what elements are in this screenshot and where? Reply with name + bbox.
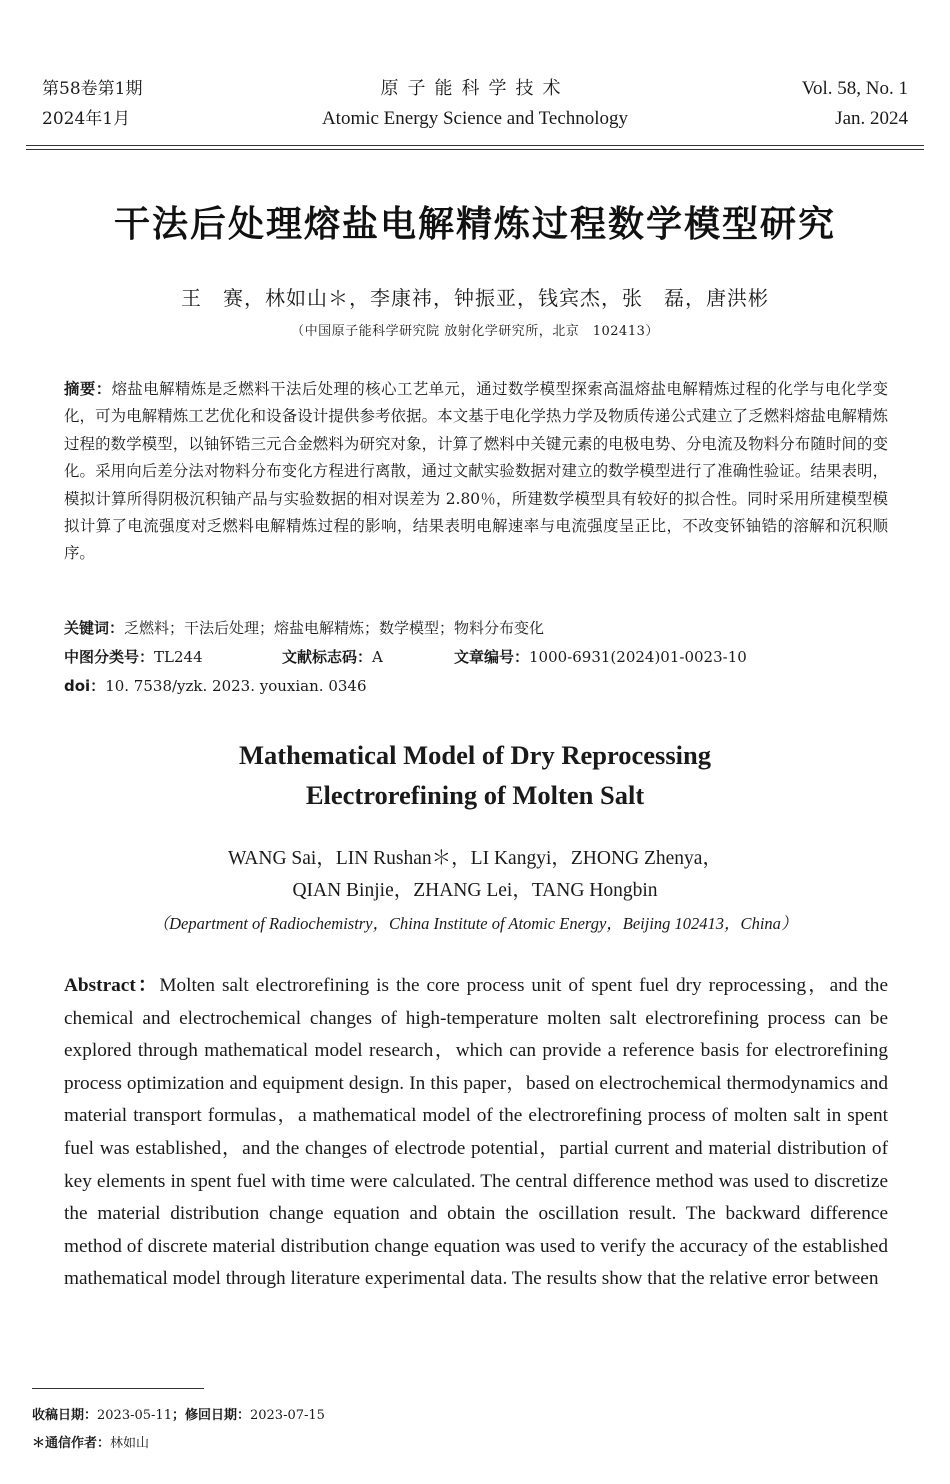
abstract-en-label: Abstract： [64, 975, 160, 996]
paper-title-en-line1: Mathematical Model of Dry Reprocessing [239, 740, 711, 770]
clc-value: TL244 [154, 648, 203, 666]
issue-info-en [802, 74, 908, 134]
footnote-dates [32, 1406, 325, 1426]
journal-name [42, 74, 908, 134]
corresponding-author: 林如山 [110, 1436, 150, 1451]
document-code [282, 645, 454, 669]
abstract-en [64, 970, 888, 1296]
clc-number [64, 645, 282, 669]
keywords-cn [64, 616, 544, 640]
doi-label: doi： [64, 677, 106, 695]
authors-en-line1: WANG Sai，LIN Rushan＊，LI Kangyi，ZHONG Zhenya， [228, 848, 722, 869]
date-en: Jan. 2024 [835, 108, 908, 129]
authors-en-line2: QIAN Binjie，ZHANG Lei，TANG Hongbin [292, 880, 658, 901]
doi-line [64, 674, 367, 698]
authors-cn: 王 赛，林如山＊，李康祎，钟振亚，钱宾杰，张 磊，唐洪彬 [181, 286, 769, 310]
received-label: 收稿日期： [32, 1408, 98, 1423]
keywords-cn-text: 乏燃料；干法后处理；熔盐电解精炼；数学模型；物料分布变化 [124, 619, 545, 637]
abstract-cn-label: 摘要： [64, 380, 112, 398]
revised-label: ；修回日期： [171, 1408, 250, 1423]
paper-title-en [0, 735, 950, 815]
classification-line [64, 645, 888, 669]
footnote-rule [32, 1388, 204, 1389]
revised-date: 2023-07-15 [249, 1408, 325, 1423]
abstract-cn [64, 376, 888, 568]
doc-code-label: 文献标志码： [282, 648, 373, 666]
paper-title-en-line2: Electrorefining of Molten Salt [305, 780, 645, 810]
date-cn: 2024年1月 [42, 109, 131, 129]
received-date: 2023-05-11 [97, 1408, 172, 1423]
article-label: 文章编号： [454, 648, 530, 666]
volume-issue-en: Vol. 58, No. 1 [801, 78, 908, 99]
article-number [454, 645, 747, 669]
header-rule-bottom [26, 149, 924, 150]
abstract-en-text: Molten salt electrorefining is the core process unit of spent fuel dry reprocessing，and the chemical and electrochemical changes of high-temperature molten salt electrorefining process can be explored through mathematical model research，which can provide a reference basis for electrorefining process optimization and equipment design. In this paper，based on electrochemical thermodynamics and material transport formulas，a mathematical model of the electrorefining process of molten salt in spent fuel was established，and the changes of electrode potential，partial current and material distribution of key elements in spent fuel with time were calculated. The central difference method was used to discretize the material distribution change equation and obtain the oscillation result. The backward difference method of discrete material distribution change equation was used to verify the accuracy of the established mathematical model through literature experimental data. The results show that the relative error between [64, 975, 888, 1290]
keywords-cn-label: 关键词： [64, 619, 125, 637]
corresponding-label: ＊通信作者： [32, 1436, 111, 1451]
clc-label: 中图分类号： [64, 648, 155, 666]
abstract-cn-text: 熔盐电解精炼是乏燃料干法后处理的核心工艺单元，通过数学模型探索高温熔盐电解精炼过程的化学与电化学变化，可为电解精炼工艺优化和设备设计提供参考依据。本文基于电化学热力学及物质传递公式建立了乏燃料熔盐电解精炼过程的数学模型，以铀钚锆三元合金燃料为研究对象，计算了燃料中关键元素的电极电势、分电流及物料分布随时间的变化。采用向后差分法对物料分布变化方程进行离散，通过文献实验数据对建立的数学模型进行了准确性验证。结果表明，模拟计算所得阴极沉积铀产品与实验数据的相对误差为 2.80％，所建数学模型具有较好的拟合性。同时采用所建模型模拟计算了电流强度对乏燃料电解精炼过程的影响，结果表明电解速率与电流强度呈正比，不改变钚铀锆的溶解和沉积顺序。 [64, 380, 888, 563]
doc-code-value: A [372, 648, 383, 666]
journal-name-en: Atomic Energy Science and Technology [321, 108, 629, 129]
running-header [42, 74, 908, 136]
header-rule-top [26, 145, 924, 146]
affiliation-en: （Department of Radiochemistry，China Institute of Atomic Energy，Beijing 102413，China） [152, 914, 798, 933]
footnote-corresponding [32, 1434, 149, 1454]
authors-en [0, 843, 950, 907]
article-value: 1000-6931(2024)01-0023-10 [529, 648, 747, 666]
paper-title-cn: 干法后处理熔盐电解精炼过程数学模型研究 [113, 204, 836, 245]
journal-name-cn: 原子能科学技术 [380, 78, 570, 99]
affiliation-cn: （中国原子能科学研究院 放射化学研究所，北京 102413） [291, 324, 659, 339]
doi-value: 10. 7538/yzk. 2023. youxian. 0346 [105, 677, 367, 695]
volume-issue-cn: 第58卷第1期 [42, 79, 143, 99]
